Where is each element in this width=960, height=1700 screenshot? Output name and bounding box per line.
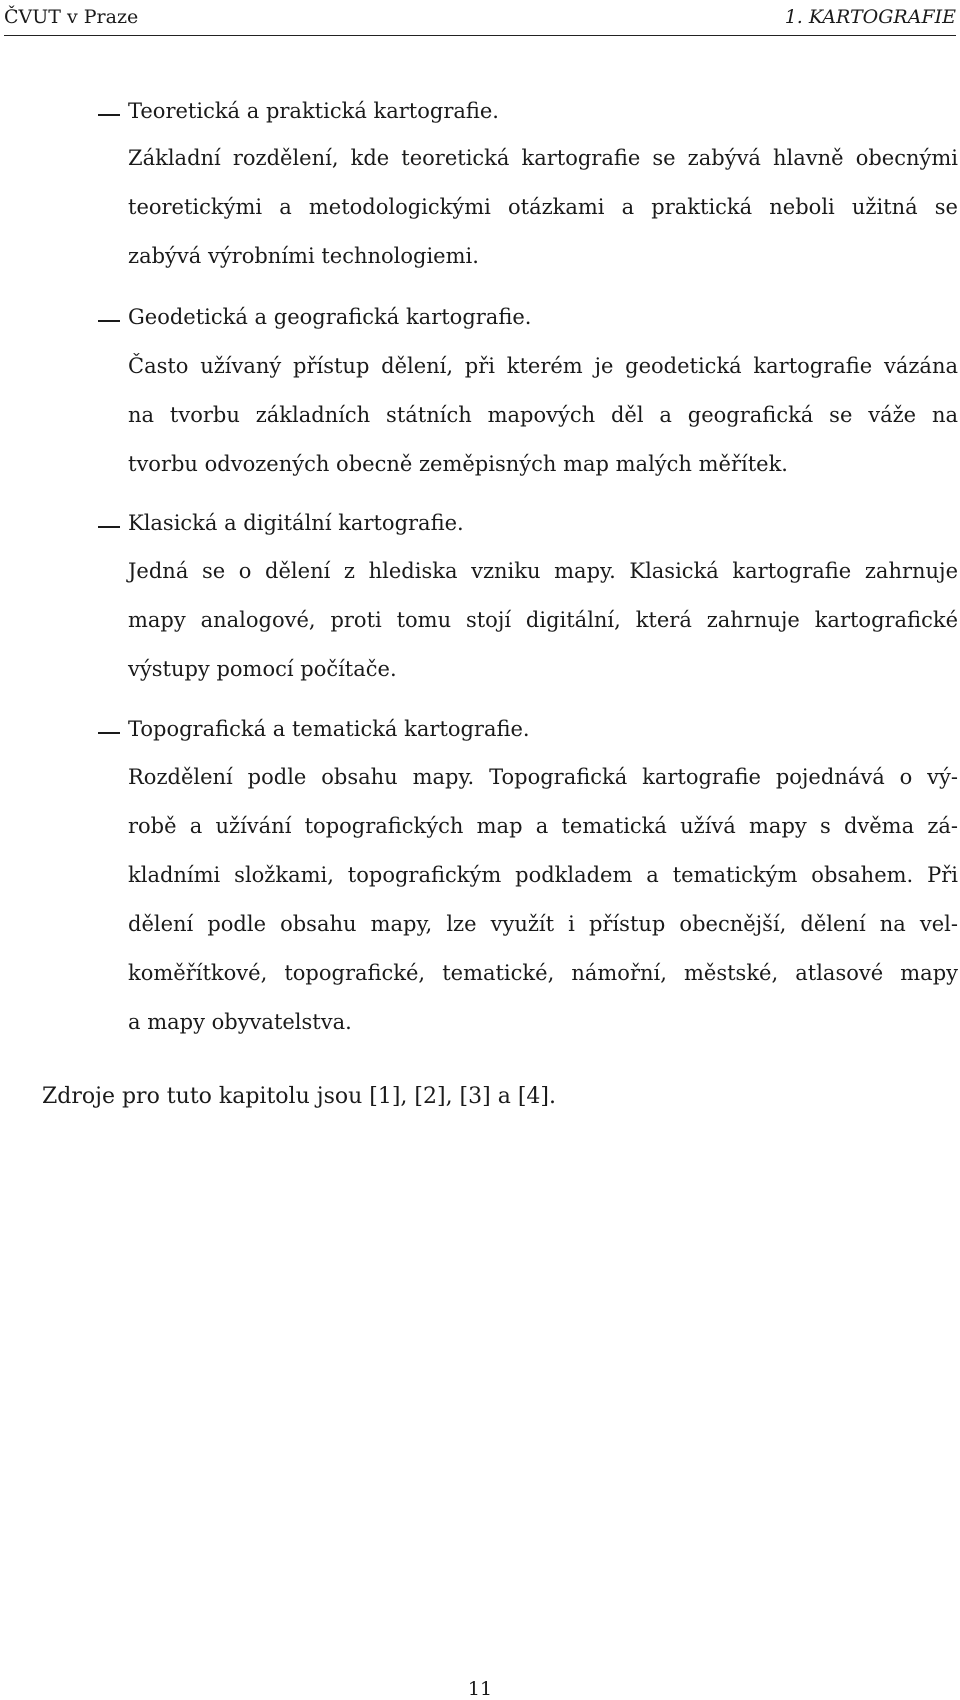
item-description-line: výstupy pomocí počítače. bbox=[128, 657, 397, 681]
item-description-line: mapy analogové, proti tomu stojí digitální, která zahrnuje kartografické bbox=[128, 608, 958, 632]
chapter-sources: Zdroje pro tuto kapitolu jsou [1], [2], [3] a [4]. bbox=[42, 1084, 556, 1109]
item-description-line: robě a užívání topografických map a tematická užívá mapy s dvěma zá- bbox=[128, 814, 958, 838]
item-title: Klasická a digitální kartografie. bbox=[128, 511, 464, 535]
item-title: Topografická a tematická kartografie. bbox=[128, 717, 530, 741]
item-title: Geodetická a geografická kartografie. bbox=[128, 305, 532, 329]
item-description-line: tvorbu odvozených obecně zeměpisných map malých měřítek. bbox=[128, 452, 788, 476]
item-description-line: a mapy obyvatelstva. bbox=[128, 1010, 352, 1034]
item-description-line: koměřítkové, topografické, tematické, námořní, městské, atlasové mapy bbox=[128, 961, 958, 985]
dash-bullet bbox=[98, 320, 120, 322]
item-description-line: zabývá výrobními technologiemi. bbox=[128, 244, 479, 268]
item-description-line: teoretickými a metodologickými otázkami a praktická neboli užitná se bbox=[128, 195, 958, 219]
item-description-line: kladními složkami, topografickým podkladem a tematickým obsahem. Při bbox=[128, 863, 958, 887]
dash-bullet bbox=[98, 732, 120, 734]
item-title: Teoretická a praktická kartografie. bbox=[128, 99, 499, 123]
page-number: 11 bbox=[467, 1678, 493, 1700]
item-description-line: Základní rozdělení, kde teoretická kartografie se zabývá hlavně obecnými bbox=[128, 146, 958, 170]
dash-bullet bbox=[98, 114, 120, 116]
item-description-line: dělení podle obsahu mapy, lze využít i přístup obecnější, dělení na vel- bbox=[128, 912, 958, 936]
item-description-line: na tvorbu základních státních mapových děl a geografická se váže na bbox=[128, 403, 958, 427]
dash-bullet bbox=[98, 526, 120, 528]
page-header bbox=[4, 6, 956, 36]
header-chapter: 1. KARTOGRAFIE bbox=[784, 6, 956, 28]
item-description-line: Rozdělení podle obsahu mapy. Topografická kartografie pojednává o vý- bbox=[128, 765, 958, 789]
item-description-line: Jedná se o dělení z hlediska vzniku mapy. Klasická kartografie zahrnuje bbox=[128, 559, 958, 583]
item-description-line: Často užívaný přístup dělení, při kterém je geodetická kartografie vázána bbox=[128, 354, 958, 378]
header-institution: ČVUT v Praze bbox=[4, 6, 139, 28]
